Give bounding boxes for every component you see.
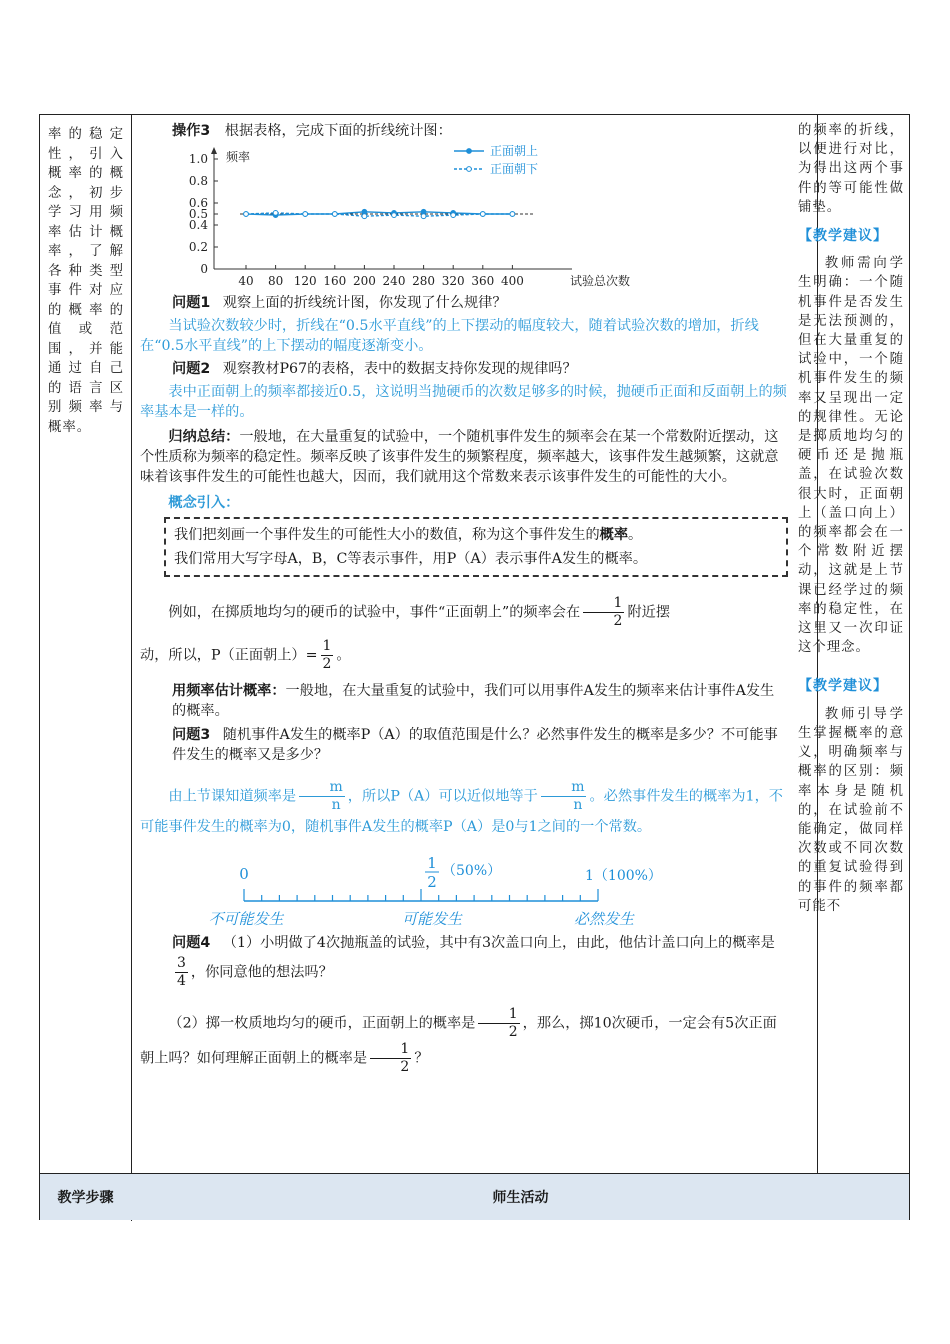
q3-frac1-den: n <box>331 797 341 813</box>
q4-frac1-num: 3 <box>177 955 186 971</box>
left-note-line: 值或范 <box>48 322 124 337</box>
teaching-steps-header: 教学步骤 <box>57 1190 114 1206</box>
chart-legend-marker <box>467 167 472 172</box>
q2-text: 观察教材P67的表格，表中的数据支持你发现的规律吗？ <box>222 361 577 377</box>
left-note-line: 通过自己 <box>48 361 124 376</box>
chart-x-tick-label: 80 <box>267 274 284 288</box>
summary <box>140 427 788 487</box>
q4-p2-end: ？ <box>414 1050 429 1067</box>
lesson-table <box>39 114 910 1220</box>
teaching-tip-title-1: 【教学建议】 <box>798 228 888 245</box>
chart-x-tick-label: 40 <box>238 274 254 288</box>
summary-label: 归纳总结： <box>168 429 240 445</box>
q1-text: 观察上面的折线统计图，你发现了什么规律？ <box>222 295 507 311</box>
left-note-line: 的语言区 <box>48 380 124 396</box>
q3-answer <box>140 779 788 841</box>
left-note-line: 率，了解 <box>48 244 124 259</box>
concept-line1: 我们把刻画一个事件发生的可能性大小的数值，称为这个事件发生的 <box>174 527 600 543</box>
left-note-line: 学习用频 <box>48 205 124 220</box>
example-prob-end: 。 <box>336 647 351 664</box>
q4-frac2-den: 2 <box>508 1024 518 1040</box>
right-top-text: 的频率的折线，以便进行对比，为得出这两个事件的等可能性做铺垫。 <box>798 123 904 215</box>
q3-frac2-num: m <box>541 779 587 797</box>
left-note-line: 率估计概 <box>48 224 124 240</box>
chart-legend-marker <box>467 149 472 154</box>
q4-p2-text: （2）掷一枚质地均匀的硬币，正面朝上的概率是 <box>168 1015 476 1032</box>
q4-p2-mid: ，那么，掷10次硬币，一定会有5次正面朝上吗？如何理解正面朝上的概率是 <box>140 1015 777 1067</box>
right-column-notes <box>798 121 904 916</box>
teaching-tip-text-1: 教师需向学生明确：一个随机事件是否发生是无法预测的，但在大量重复的试验中，一个随机事件发生的频率又呈现出一定的规律性。无论是掷质地均匀的硬币还是抛瓶盖，在试验次数很大时，正面朝上（盖口向上）的频率都会在一个常数附近摆动，这就是上节课已经学过的频率的稳定性，在这里又一次印证这个理念。 <box>798 256 904 656</box>
q3-frac2-den: n <box>573 797 583 813</box>
chart-data-point <box>303 212 308 217</box>
q4-p1-text: （1）小明做了4次抛瓶盖的试验，其中有3次盖口向上，由此，他估计盖口向上的概率是 <box>222 935 775 951</box>
q3 <box>140 725 788 765</box>
example-fraction <box>583 595 624 630</box>
line-chart <box>172 141 712 291</box>
q4-frac2-num: 1 <box>478 1006 519 1024</box>
teacher-student-activity-header: 师生活动 <box>492 1190 549 1206</box>
chart-data-point <box>332 212 337 217</box>
estimate-text: 一般地，在大量重复的试验中，我们可以用事件A发生的频率来估计事件A发生的概率。 <box>172 683 775 719</box>
chart-data-point <box>392 213 397 218</box>
q3-answer-mid: ，所以P（A）可以近似地等于 <box>347 788 538 805</box>
example-prob: 动，所以，P（正面朝上）= <box>140 647 318 664</box>
example-fraction-2 <box>321 638 334 673</box>
scale-one: 1（100%） <box>585 868 662 884</box>
example-frac-num: 1 <box>583 595 624 613</box>
left-note-line: 别频率与 <box>48 400 124 415</box>
chart-y-arrow <box>211 147 217 154</box>
left-note-line: 的概率的 <box>48 302 124 318</box>
chart-x-tick-label: 200 <box>352 274 376 288</box>
example-frac2-num: 1 <box>322 638 332 654</box>
q4-label: 问题4 <box>172 935 211 951</box>
q3-text: 随机事件A发生的概率P（A）的取值范围是什么？必然事件发生的概率是多少？不可能事件发生的概率又是多少？ <box>172 727 778 763</box>
probability-scale <box>208 847 688 929</box>
concept-heading <box>140 493 788 513</box>
q4-part1 <box>140 931 788 990</box>
table-header-row <box>40 1174 909 1220</box>
scale-certain: 必然发生 <box>573 910 635 928</box>
left-note-line: 概率。 <box>48 419 92 435</box>
left-note-line: 事件对应 <box>48 283 124 298</box>
scale-possible: 可能发生 <box>401 910 463 928</box>
chart-y-tick-label: 0 <box>200 262 208 276</box>
concept-line1-end: 。 <box>628 527 643 543</box>
chart-x-tick-label: 160 <box>323 274 347 288</box>
q4-part2 <box>140 1006 788 1076</box>
scale-axis <box>244 889 598 901</box>
main-content <box>140 121 788 1076</box>
left-note-line: 概率的概 <box>48 166 124 181</box>
q1-answer: 当试验次数较少时，折线在“0.5水平直线”的上下摆动的幅度较大，随着试验次数的增加，折线在“0.5水平直线”的上下摆动的幅度逐渐变小。 <box>140 318 759 354</box>
q4-p1-end: ，你同意他的想法吗？ <box>190 964 333 981</box>
op3-text: 根据表格，完成下面的折线统计图： <box>224 123 452 139</box>
chart-x-tick-label: 280 <box>412 274 436 288</box>
chart-legend-label: 正面朝下 <box>490 162 539 176</box>
q3-frac1-num: m <box>299 779 345 797</box>
scale-half-pct: （50%） <box>442 863 502 879</box>
chart-y-tick-label: 1.0 <box>188 152 208 166</box>
chart-y-tick-label: 0.8 <box>188 174 208 188</box>
example-text-end: 附近摆 <box>627 604 671 621</box>
concept-box <box>164 517 788 577</box>
chart-data-point <box>510 212 515 217</box>
q3-fraction-1 <box>299 779 345 814</box>
teaching-tip-text-2: 教师引导学生掌握概率的意义，明确频率与概率的区别：频率本身是随机的，在试验前不能确定，做同样次数或不同次数的重复试验得到的事件的频率都可能不 <box>798 706 904 914</box>
chart-data-point <box>421 214 426 219</box>
chart-y-tick-label: 0.5 <box>188 207 208 221</box>
chart-y-tick-label: 0.6 <box>188 196 208 210</box>
chart-x-tick-label: 120 <box>293 274 317 288</box>
estimate <box>140 681 788 721</box>
concept-label: 概念引入： <box>168 495 240 511</box>
concept-term: 概率 <box>599 527 629 543</box>
example-frac-den: 2 <box>613 613 623 629</box>
estimate-label: 用频率估计概率： <box>172 683 286 699</box>
left-note-line: 率的稳定 <box>48 127 124 142</box>
q3-answer-post: 。必然事件发生的概率为1，不可能事件发生的概率为0，随机事件A发生的概率P（A）是0与1之间的一个常数。 <box>140 788 783 835</box>
q2-answer: 表中正面朝上的频率都接近0.5，这说明当抛硬币的次数足够多的时候，抛硬币正面和反面朝上的频率基本是一样的。 <box>140 384 787 420</box>
chart-x-tick-label: 240 <box>382 274 406 288</box>
scale-zero: 0 <box>239 865 249 883</box>
chart-x-tick-label: 360 <box>471 274 495 288</box>
chart-x-tick-label: 400 <box>500 274 524 288</box>
q4-fraction-1 <box>175 955 188 990</box>
q3-label: 问题3 <box>172 727 211 743</box>
chart-x-label: 试验总次数 <box>570 274 631 288</box>
scale-half-num: 1 <box>427 854 437 872</box>
chart-data-point <box>244 212 249 217</box>
chart-x-tick-label: 320 <box>441 274 465 288</box>
chart-data-point <box>451 213 456 218</box>
concept-line2: 我们常用大写字母A，B，C等表示事件，用P（A）表示事件A发生的概率。 <box>174 551 648 567</box>
q4-frac3-num: 1 <box>370 1041 411 1059</box>
chart-y-tick-label: 0.2 <box>188 240 208 254</box>
q3-answer-pre: 由上节课知道频率是 <box>168 788 297 805</box>
scale-impossible: 不可能发生 <box>208 910 284 928</box>
left-note-line: 念，初步 <box>48 185 124 201</box>
left-note-line: 围，并能 <box>48 341 124 357</box>
op3-label: 操作3 <box>172 123 211 139</box>
scale-half-den: 2 <box>427 873 437 891</box>
summary-text: 一般地，在大量重复的试验中，一个随机事件发生的频率会在某一个常数附近摆动，这个性质称为频率的稳定性。频率反映了该事件发生的频繁程度，频率越大，该事件发生越频繁，这就意味着该事件发生的可能性也越大，因而，我们就用这个常数来表示该事件发生的可能性的大小。 <box>140 429 779 485</box>
chart-y-tick-label: 0.4 <box>188 218 208 232</box>
example-line2 <box>140 638 788 673</box>
q4-frac3-den: 2 <box>400 1059 410 1075</box>
q4-frac1-den: 4 <box>177 973 186 989</box>
example-line1 <box>140 595 788 630</box>
chart-data-point <box>362 214 367 219</box>
left-column-notes <box>48 125 124 437</box>
column-divider-left <box>131 115 132 1221</box>
example-frac2-den: 2 <box>322 656 332 672</box>
left-note-line: 各种类型 <box>48 263 124 279</box>
q4-fraction-3 <box>370 1041 411 1076</box>
chart-data-point <box>273 211 278 216</box>
chart-y-label: 频率 <box>226 150 251 164</box>
example-text: 例如，在掷质地均匀的硬币的试验中，事件“正面朝上”的频率会在 <box>168 604 581 621</box>
teaching-tip-title-2: 【教学建议】 <box>798 678 888 695</box>
q2-label: 问题2 <box>172 361 211 377</box>
left-note-line: 性，引入 <box>48 146 124 162</box>
chart-legend-label: 正面朝上 <box>490 144 539 158</box>
q3-fraction-2 <box>541 779 587 814</box>
q4-fraction-2 <box>478 1006 519 1041</box>
chart-data-point <box>480 212 485 217</box>
q1-label: 问题1 <box>172 295 211 311</box>
